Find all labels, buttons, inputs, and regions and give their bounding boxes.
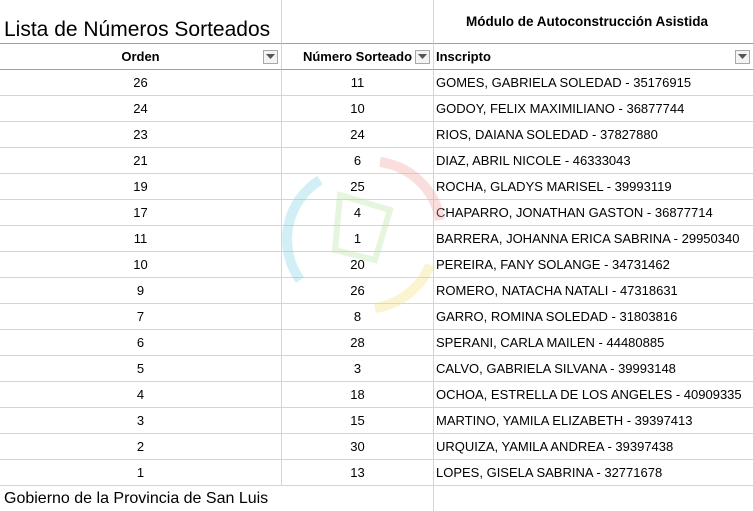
cell-numero[interactable]: 11: [282, 70, 434, 96]
header-row: [0, 43, 754, 70]
cell-inscripto[interactable]: GODOY, FELIX MAXIMILIANO - 36877744: [434, 96, 754, 122]
cell-orden[interactable]: 6: [0, 330, 282, 356]
cell-orden[interactable]: 9: [0, 278, 282, 304]
cell-numero[interactable]: 10: [282, 96, 434, 122]
cell-inscripto[interactable]: CHAPARRO, JONATHAN GASTON - 36877714: [434, 200, 754, 226]
table-row: [0, 70, 754, 96]
header-inscripto-label: Inscripto: [436, 49, 491, 64]
cell-orden[interactable]: 21: [0, 148, 282, 174]
module-title: Módulo de Autoconstrucción Asistida: [466, 14, 709, 29]
cell-numero[interactable]: 13: [282, 460, 434, 486]
cell-orden[interactable]: 17: [0, 200, 282, 226]
filter-dropdown-icon[interactable]: [415, 50, 430, 64]
footer-row: [0, 486, 754, 511]
table-row: [0, 304, 754, 330]
cell-inscripto[interactable]: SPERANI, CARLA MAILEN - 44480885: [434, 330, 754, 356]
cell-numero[interactable]: 20: [282, 252, 434, 278]
cell-orden[interactable]: 1: [0, 460, 282, 486]
header-orden-label: Orden: [121, 49, 160, 64]
cell-numero[interactable]: 6: [282, 148, 434, 174]
table-row: [0, 174, 754, 200]
cell-numero[interactable]: 8: [282, 304, 434, 330]
table-row: [0, 200, 754, 226]
cell-inscripto[interactable]: MARTINO, YAMILA ELIZABETH - 39397413: [434, 408, 754, 434]
cell-orden[interactable]: 26: [0, 70, 282, 96]
cell-numero[interactable]: 3: [282, 356, 434, 382]
table-row: [0, 148, 754, 174]
footer-text: Gobierno de la Provincia de San Luis: [4, 490, 269, 507]
cell-orden[interactable]: 7: [0, 304, 282, 330]
cell-numero[interactable]: 28: [282, 330, 434, 356]
list-title: Lista de Números Sorteados: [4, 18, 271, 41]
cell-numero[interactable]: 30: [282, 434, 434, 460]
table-row: [0, 356, 754, 382]
footer-cell[interactable]: [0, 486, 434, 511]
cell-inscripto[interactable]: RIOS, DAIANA SOLEDAD - 37827880: [434, 122, 754, 148]
table-row: [0, 408, 754, 434]
table-row: [0, 252, 754, 278]
cell-orden[interactable]: 24: [0, 96, 282, 122]
cell-orden[interactable]: 5: [0, 356, 282, 382]
cell-numero[interactable]: 4: [282, 200, 434, 226]
cell-orden[interactable]: 10: [0, 252, 282, 278]
cell-orden[interactable]: 11: [0, 226, 282, 252]
cell-inscripto[interactable]: URQUIZA, YAMILA ANDREA - 39397438: [434, 434, 754, 460]
cell-inscripto[interactable]: LOPES, GISELA SABRINA - 32771678: [434, 460, 754, 486]
cell-inscripto[interactable]: OCHOA, ESTRELLA DE LOS ANGELES - 40909335: [434, 382, 754, 408]
header-numero-label: Número Sorteado: [302, 49, 413, 64]
header-inscripto[interactable]: [434, 43, 754, 70]
table-row: [0, 382, 754, 408]
table-row: [0, 122, 754, 148]
cell-inscripto[interactable]: ROMERO, NATACHA NATALI - 47318631: [434, 278, 754, 304]
cell-inscripto[interactable]: DIAZ, ABRIL NICOLE - 46333043: [434, 148, 754, 174]
cell-numero[interactable]: 26: [282, 278, 434, 304]
filter-dropdown-icon[interactable]: [735, 50, 750, 64]
cell-numero[interactable]: 15: [282, 408, 434, 434]
cell-inscripto[interactable]: PEREIRA, FANY SOLANGE - 34731462: [434, 252, 754, 278]
empty-footer-cell[interactable]: [434, 486, 754, 511]
filter-dropdown-icon[interactable]: [263, 50, 278, 64]
title-row: [0, 0, 754, 43]
empty-title-cell[interactable]: [282, 0, 434, 43]
cell-numero[interactable]: 25: [282, 174, 434, 200]
title-cell[interactable]: [0, 0, 282, 43]
header-numero[interactable]: [282, 43, 434, 70]
cell-inscripto[interactable]: GOMES, GABRIELA SOLEDAD - 35176915: [434, 70, 754, 96]
cell-inscripto[interactable]: ROCHA, GLADYS MARISEL - 39993119: [434, 174, 754, 200]
header-orden[interactable]: [0, 43, 282, 70]
cell-numero[interactable]: 1: [282, 226, 434, 252]
cell-orden[interactable]: 4: [0, 382, 282, 408]
cell-inscripto[interactable]: GARRO, ROMINA SOLEDAD - 31803816: [434, 304, 754, 330]
cell-inscripto[interactable]: CALVO, GABRIELA SILVANA - 39993148: [434, 356, 754, 382]
module-title-cell[interactable]: [434, 0, 754, 43]
cell-numero[interactable]: 24: [282, 122, 434, 148]
cell-numero[interactable]: 18: [282, 382, 434, 408]
cell-inscripto[interactable]: BARRERA, JOHANNA ERICA SABRINA - 29950340: [434, 226, 754, 252]
cell-orden[interactable]: 19: [0, 174, 282, 200]
table-row: [0, 330, 754, 356]
table-row: [0, 278, 754, 304]
table-row: [0, 460, 754, 486]
cell-orden[interactable]: 23: [0, 122, 282, 148]
cell-orden[interactable]: 3: [0, 408, 282, 434]
table-row: [0, 96, 754, 122]
cell-orden[interactable]: 2: [0, 434, 282, 460]
table-row: [0, 226, 754, 252]
table-row: [0, 434, 754, 460]
